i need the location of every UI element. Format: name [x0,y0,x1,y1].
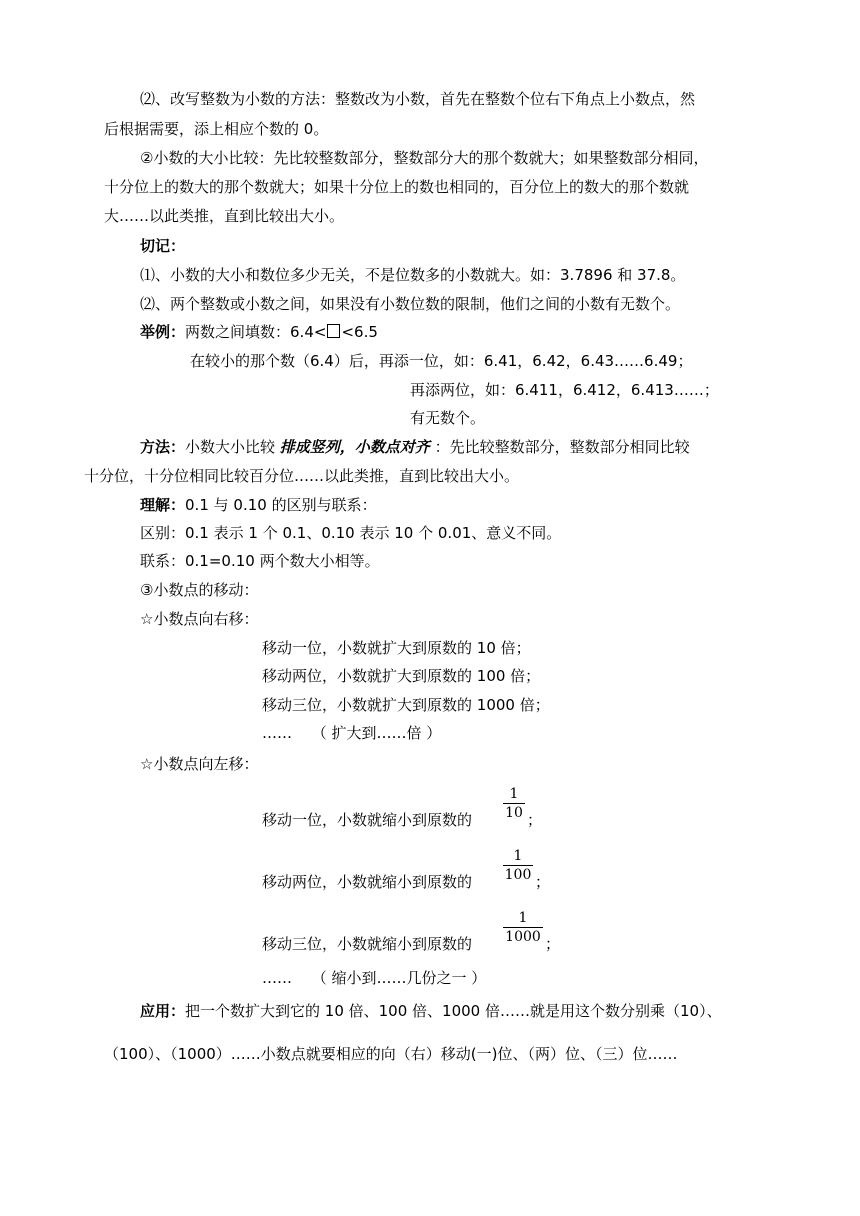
section-heading: ☆小数点向右移： [140,610,259,628]
paragraph-line: 移动一位，小数就缩小到原数的 [262,811,473,829]
paragraph-line: 移动两位，小数就扩大到原数的 100 倍； [262,667,541,685]
semicolon: ； [527,811,543,829]
paragraph-line: 移动一位，小数就扩大到原数的 10 倍； [262,639,531,657]
understand-label: 理解： [140,496,186,514]
paragraph-line: 后根据需要，添上相应个数的 0。 [104,120,329,138]
semicolon: ； [535,873,551,891]
paragraph-line: 十分位上的数大的那个数就大；如果十分位上的数也相同的，百分位上的数大的那个数就 [104,178,690,196]
paragraph-line: ⑵、改写整数为小数的方法：整数改为小数，首先在整数个位右下角点上小数点，然 [140,90,696,108]
paragraph-line: （100）、（1000）……小数点就要相应的向（右）移动(一)位、（两）位、（三）位…… [104,1045,678,1063]
method-line: 方法：小数大小比较 排成竖列，小数点对齐 ：先比较整数部分，整数部分相同比较 [140,438,690,456]
paragraph-line: ②小数的大小比较：先比较整数部分，整数部分大的那个数就大；如果整数部分相同， [140,149,709,167]
paragraph-line: ⑴、小数的大小和数位多少无关，不是位数多的小数就大。如：3.7896 和 37.8。 [140,266,686,284]
example-label: 举例： [140,323,186,341]
paragraph-line: 大……以此类推，直到比较出大小。 [104,207,345,225]
understand-line: 理解：0.1 与 0.10 的区别与联系： [140,496,377,514]
paragraph-line: 移动两位，小数就缩小到原数的 [262,873,473,891]
paragraph-line: …… （ 扩大到……倍 ） [262,724,442,742]
fraction: 1 10 [503,785,525,822]
section-heading: ③小数点的移动： [140,581,259,599]
paragraph-line: 在较小的那个数（6.4）后，再添一位，如：6.41，6.42，6.43……6.49； [190,352,693,370]
paragraph-line: …… （ 缩小到……几份之一 ） [262,969,487,987]
paragraph-line: 区别：0.1 表示 1 个 0.1、0.10 表示 10 个 0.01、意义不同。 [140,524,562,542]
paragraph-line: 联系：0.1=0.10 两个数大小相等。 [140,552,380,570]
section-heading: ☆小数点向左移： [140,755,259,773]
semicolon: ； [545,935,561,953]
paragraph-line: 移动三位，小数就扩大到原数的 1000 倍； [262,696,550,714]
application-label: 应用： [140,1002,186,1020]
paragraph-line: 有无数个。 [410,409,486,427]
paragraph-line: 再添两位，如：6.411，6.412，6.413……； [410,381,719,399]
application-line: 应用：把一个数扩大到它的 10 倍、100 倍、1000 倍……就是用这个数分别乘（10）、 [140,1002,722,1020]
method-label: 方法： [140,438,186,456]
paragraph-line: ⑵、两个整数或小数之间，如果没有小数位数的限制，他们之间的小数有无数个。 [140,295,681,313]
fraction: 1 1000 [503,909,543,946]
blank-box [327,324,340,338]
example-line: 举例：两数之间填数：6.4< <6.5 [140,323,378,341]
section-heading: 切记： [140,237,186,255]
fraction: 1 100 [504,848,532,883]
emphasis-text: 排成竖列，小数点对齐 [279,438,430,456]
paragraph-line: 移动三位，小数就缩小到原数的 [262,935,473,953]
paragraph-line: 十分位，十分位相同比较百分位……以此类推，直到比较出大小。 [84,467,520,485]
